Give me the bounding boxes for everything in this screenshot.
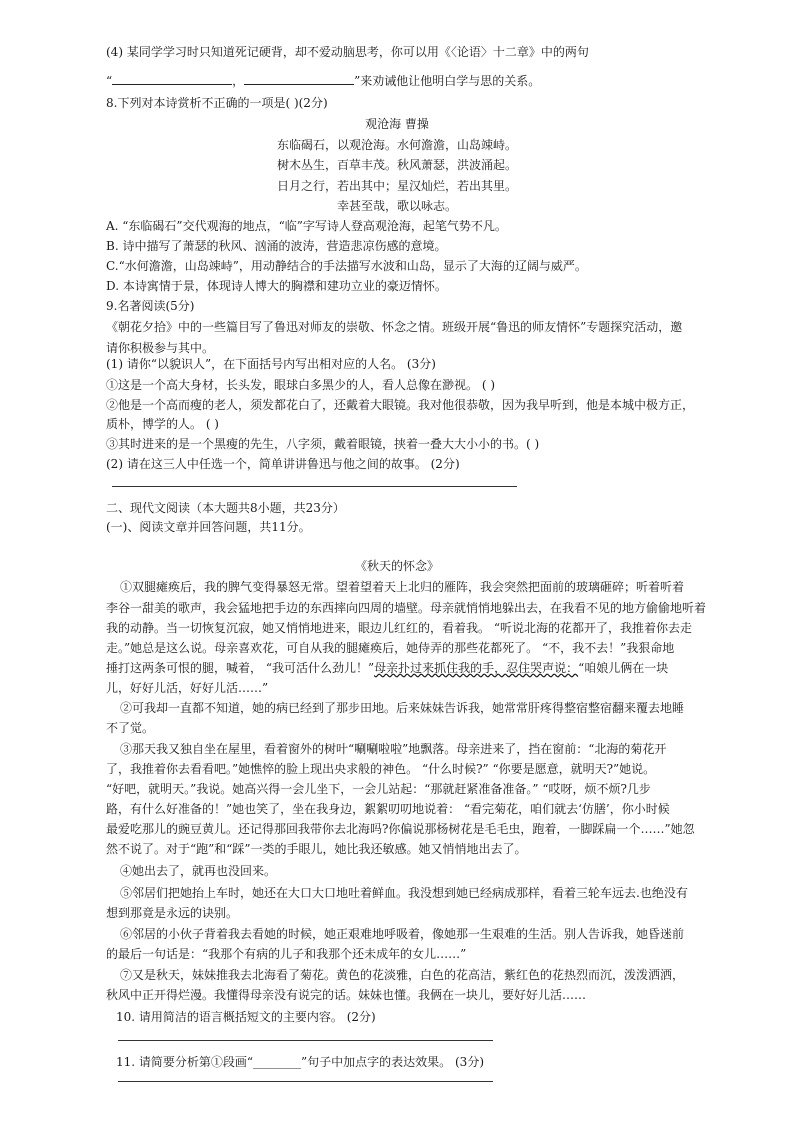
q11-answer-line[interactable] [118,1081,493,1082]
q9-sub-1: (1) 请你“以貌识人”，在下面括号内写出相对应的人名。 (3分) [106,357,436,371]
q9-item-3: ③其时进来的是一个黑瘦的先生，八字须，戴着眼镜，挟着一叠大大小小的书。( ) [106,437,540,451]
paragraph-6-line: ⑥邻居的小伙子背着我去看她的时候，她正艰难地呼吸着，像她那一生艰难的生活。别人告诉我，她昏迷前 [120,927,685,941]
paragraph-3-line: 路，有什么好准备的！”她也笑了，坐在我身边，絮絮叨叨地说着： “看完菊花，咱们就去‘仿膳’，你小时候 [106,802,670,816]
paragraph-1-line: 我的动静。当一切恢复沉寂，她又悄悄地进来，眼边儿红红的，看着我。 “听说北海的花都开了，我推着你去走 [106,621,692,635]
q4-comma: ， [232,74,245,88]
q8-stem: 8.下列对本诗赏析不正确的一项是( )(2分) [106,96,328,110]
poem-line: 日月之行，若出其中；星汉灿烂，若出其里。 [276,179,517,193]
paragraph-1-line: ①双腿瘫痪后，我的脾气变得暴怒无常。望着望着天上北归的雁阵，我会突然把面前的玻璃砸碎；听着听着 [120,580,685,594]
q9-item-2a: ②他是一个高而瘦的老人，须发都花白了，还戴着大眼镜。我对他很恭敬，因为我早听到，他是本城中极方正， [106,398,695,412]
q9-intro-1: 《朝花夕拾》中的一些篇目写了鲁迅对师友的崇敬、怀念之情。班级开展“鲁迅的师友情怀”专题探究活动，邀 [106,320,683,334]
poem-title: 观沧海 曹操 [365,117,429,131]
paragraph-6-line: 的最后一句话是：“我那个有病的儿子和我那个还未成年的女儿……” [106,947,467,961]
q10-answer-line[interactable] [118,1040,493,1041]
paragraph-5-line: ⑤邻居们把她抬上车时，她还在大口大口地吐着鲜血。我没想到她已经病成那样，看着三轮车远去.也绝没有 [120,886,688,900]
paragraph-1-text: 捶打这两条可恨的腿，喊着， “我可活什么劲儿！” [106,661,375,675]
question-11 [116,1054,484,1070]
paragraph-3-line: 了，我推着你去看看吧。”她憔悴的脸上现出央求般的神色。 “什么时候?” “你要是愿意，就明天?”她说。 [106,762,656,776]
q4-close-text: ”来劝诫他让他明白学与思的关系。 [354,74,541,88]
q11-suffix: ”句子中加点字的表达效果。 (3分) [301,1055,484,1069]
underlined-sentence: 母亲扑过来抓住我的手，忍住哭声说： [374,661,579,675]
q4-blank-2[interactable] [244,84,354,85]
article-title: 《秋天的怀念》 [354,559,439,573]
q4-blank-1[interactable] [112,84,232,85]
section-subheading: (一)、阅读文章并回答问题，共11分。 [106,520,311,534]
paragraph-1-line: 走。”她总是这么说。母亲喜欢花，可自从我的腿瘫痪后，她侍弄的那些花都死了。 “不，我不去！”我狠命地 [106,641,675,655]
paragraph-1-text: “咱娘儿俩在一块 [578,661,669,675]
q8-option-d: D. 本诗寓情于景，体现诗人博大的胸襟和建功立业的豪迈情怀。 [106,279,447,293]
paragraph-1-line: 李谷一甜美的歌声，我会猛地把手边的东西摔向四周的墙壁。母亲就悄悄地躲出去，在我看不见的地方偷偷地听着 [106,601,707,615]
paragraph-2-line: 不了觉。 [106,721,155,735]
poem-line: 东临碣石，以观沧海。水何澹澹，山岛竦峙。 [276,138,517,152]
paragraph-3-line: 最爱吃那儿的豌豆黄儿。还记得那回我带你去北海吗?你偏说那杨树花是毛毛虫，跑着，一脚踩扁一个……”她忽 [106,822,695,836]
q9-intro-2: 请你积极参与其中。 [106,341,215,355]
paragraph-7-line: ⑦又是秋天，妹妹推我去北海看了菊花。黄色的花淡雅，白色的花高洁，紫红色的花热烈而沉，泼泼洒洒， [120,968,685,982]
paragraph-5-line: 想到那竟是永远的诀别。 [106,906,239,920]
paragraph-1-line [106,660,668,676]
q9-answer-line[interactable] [112,486,517,487]
q8-option-c: C.“水何澹澹，山岛竦峙”，用动静结合的手法描写水波和山岛，显示了大海的辽阔与威严。 [106,259,587,273]
q9-stem: 9.名著阅读(5分) [106,299,195,313]
q11-prefix: 11. 请简要分析第①段画“ [116,1055,254,1069]
q8-option-b: B. 诗中描写了萧瑟的秋风、汹涌的波涛，营造悲凉伤感的意境。 [106,239,447,253]
paragraph-2-line: ②可我却一直都不知道，她的病已经到了那步田地。后来妹妹告诉我，她常常肝疼得整宿整宿翻来覆去地睡 [120,701,685,715]
q9-item-2b: 质朴，博学的人。 ( ) [106,417,219,431]
q9-item-1: ①这是一个高大身材，长头发，眼球白多黑少的人，看人总像在渺视。 ( ) [106,378,495,392]
paragraph-3-line: ③那天我又独自坐在屋里，看着窗外的树叶“唰唰啦啦”地飘落。母亲进来了，挡在窗前：“北海的菊花开 [120,742,667,756]
paragraph-3-line: 然不说了。对于“跑”和“踩”一类的手眼儿，她比我还敏感。她又悄悄地出去了。 [106,842,527,856]
paragraph-1-line: 儿，好好儿活，好好儿活……” [106,681,269,695]
poem-line: 树木丛生，百草丰茂。秋风萧瑟，洪波涌起。 [276,158,517,172]
q4-open-quote: “ [106,74,113,88]
q4-line1: (4) 某同学学习时只知道死记硬背，却不爱动脑思考，你可以用《〈论语〉十二章》中的两句 [106,45,589,59]
paragraph-4-line: ④她出去了，就再也没回来。 [120,864,277,878]
q11-blank: ________ [253,1055,302,1069]
paragraph-3-line: “好吧，就明天。”我说。她高兴得一会儿坐下，一会儿站起：“那就赶紧准备准备。” “哎呀，烦不烦?几步 [106,782,651,796]
q8-option-a: A. “东临碣石”交代观海的地点，“临”字写诗人登高观沧海，起笔气势不凡。 [106,219,507,233]
section-heading: 二、现代文阅读（本大题共8小题，共23分） [106,501,345,515]
q4-line2 [106,73,540,89]
paragraph-7-line: 秋风中正开得烂漫。我懂得母亲没有说完的话。妹妹也懂。我俩在一块儿，要好好儿活…… [106,988,587,1002]
question-10: 10. 请用简洁的语言概括短文的主要内容。 (2分) [116,1010,376,1024]
poem-line: 幸甚至哉，歌以咏志。 [336,199,457,213]
q9-sub-2: (2) 请在这三人中任选一个，简单讲讲鲁迅与他之间的故事。 (2分) [106,457,460,471]
